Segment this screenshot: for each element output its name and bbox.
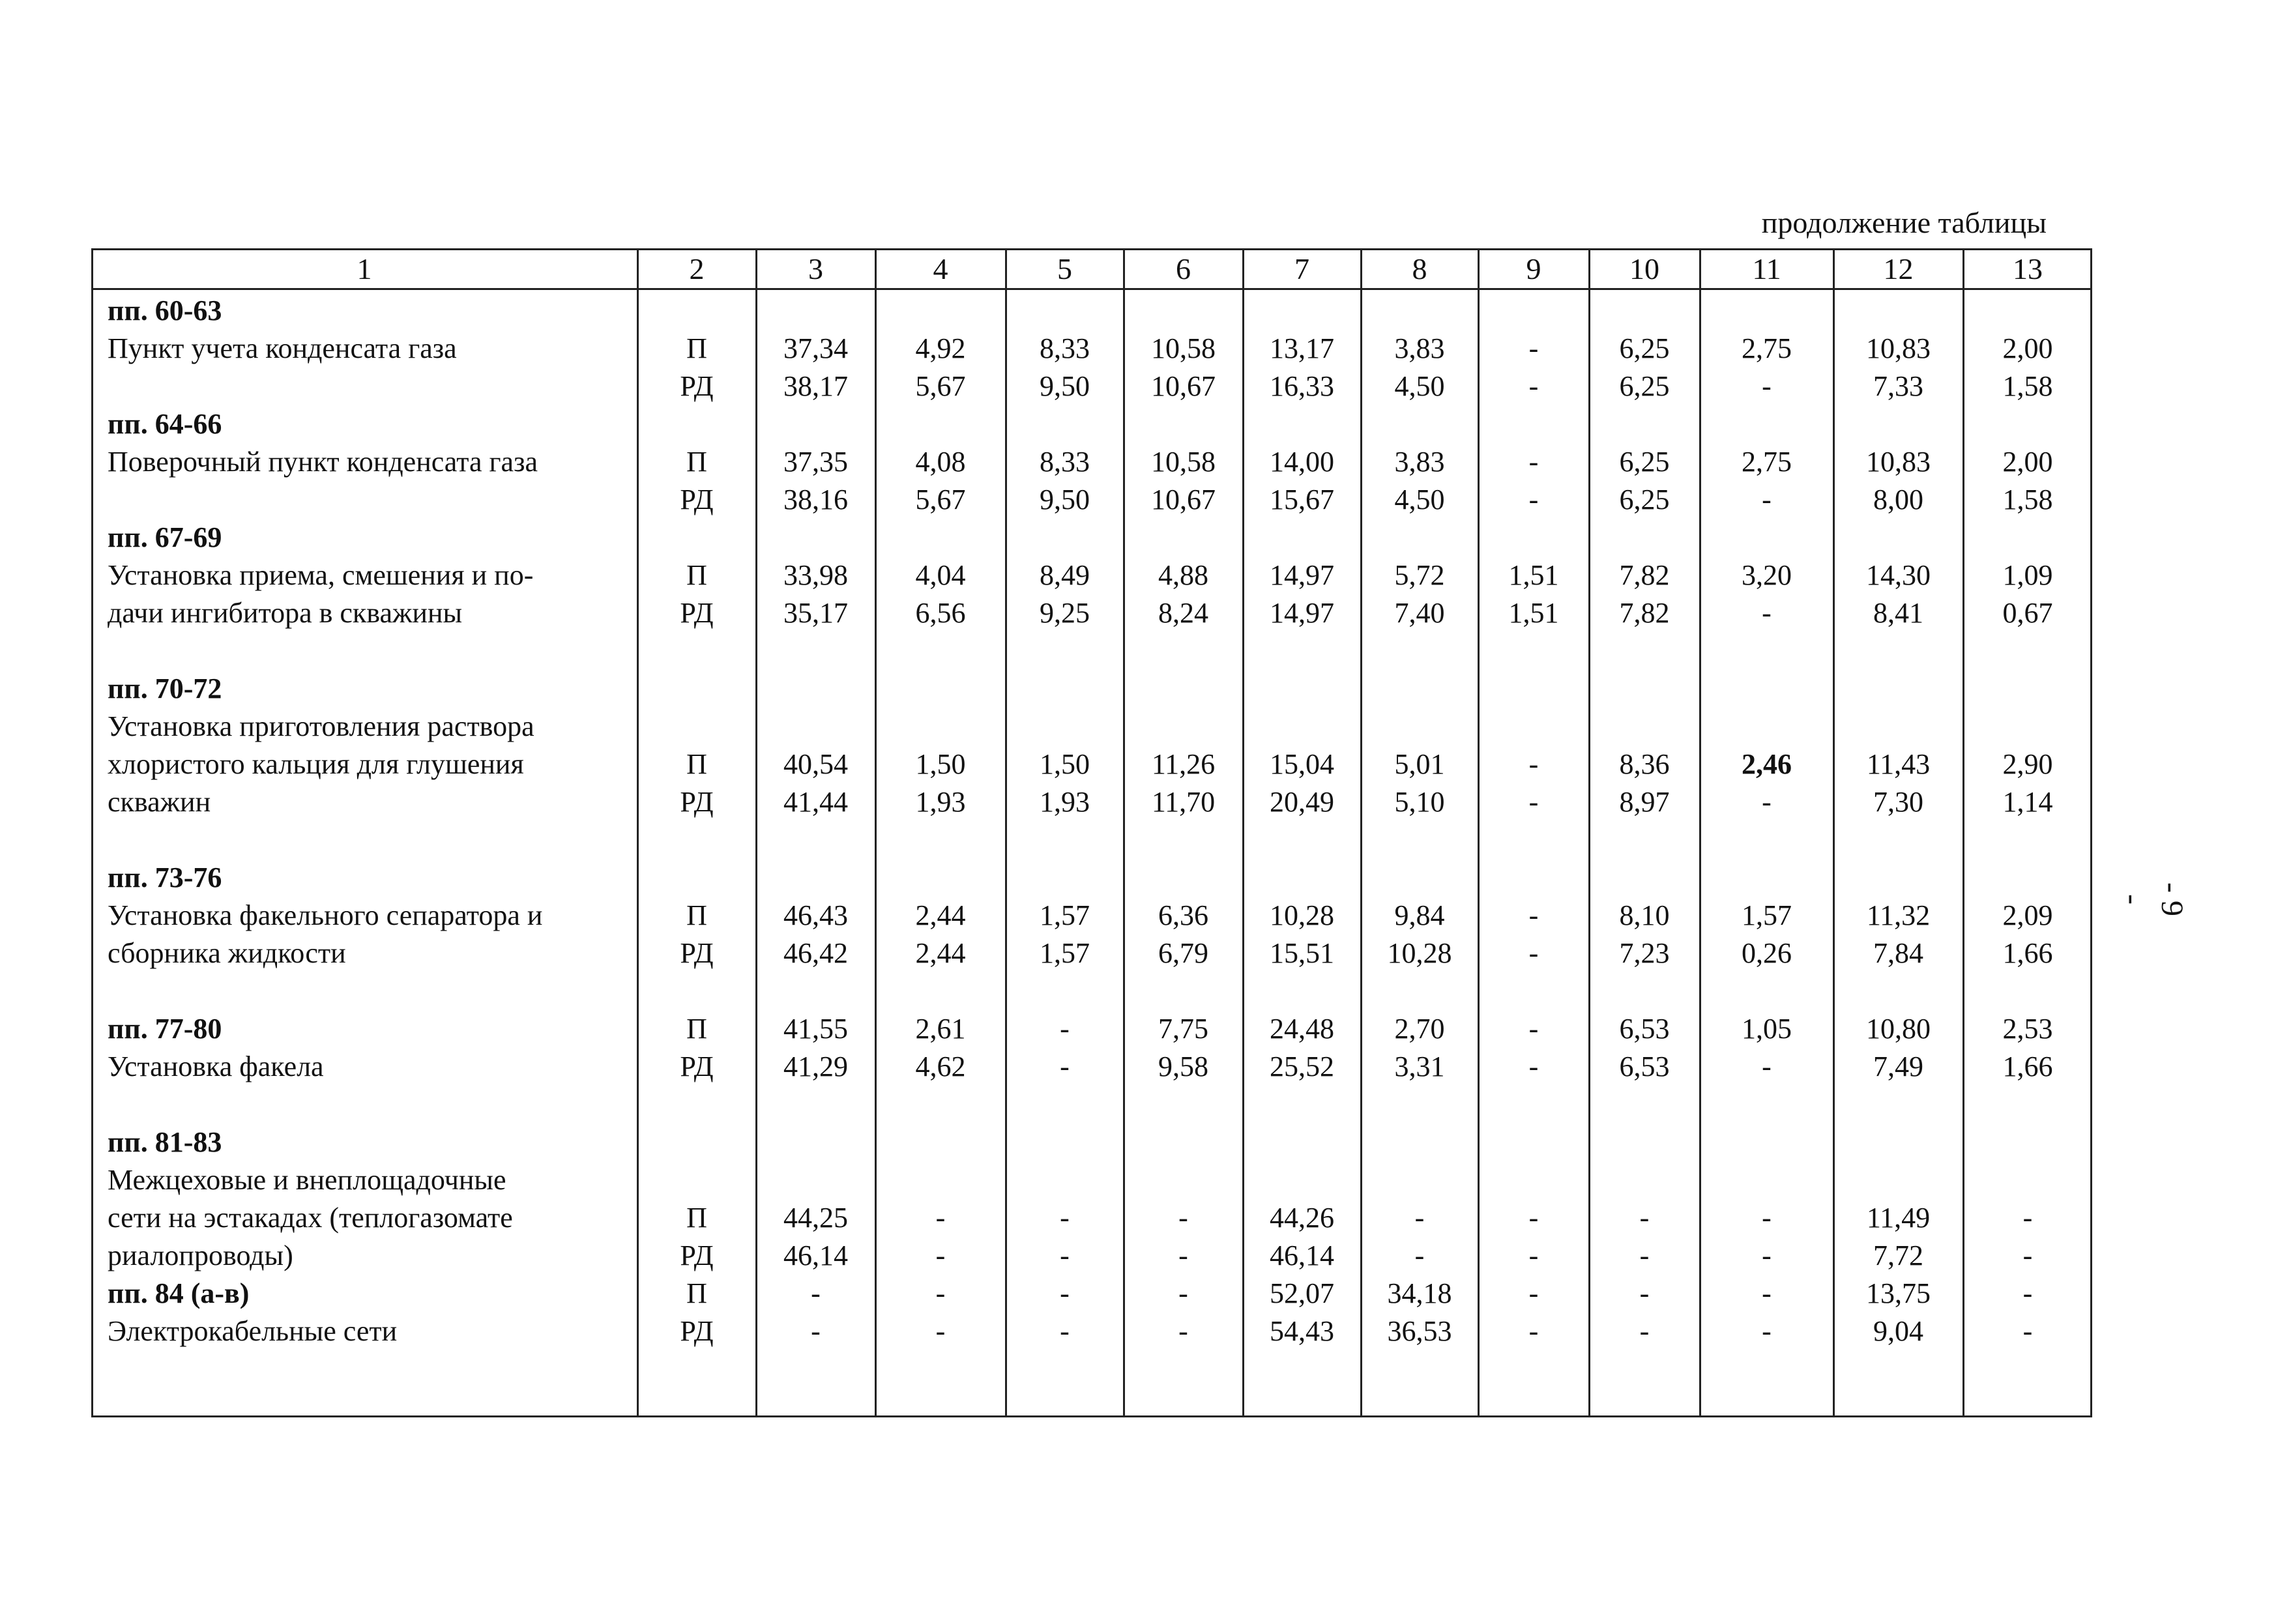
column-header: 8 <box>1412 252 1427 285</box>
value-cell: 7,40 <box>1394 597 1445 629</box>
value-cell: 10,67 <box>1151 370 1216 402</box>
value-cell: 38,16 <box>783 484 848 515</box>
section-name-line: хлористого кальция для глушения <box>108 748 524 780</box>
column-header: 3 <box>808 252 823 285</box>
value-cell: - <box>1528 1315 1539 1347</box>
value-cell: 0,26 <box>1742 937 1792 969</box>
value-cell: 8,33 <box>1040 446 1090 478</box>
value-cell: 37,34 <box>783 332 848 364</box>
row-type-cell: РД <box>680 370 714 402</box>
value-cell: 10,83 <box>1866 332 1931 364</box>
value-cell: 8,33 <box>1040 332 1090 364</box>
value-cell: 36,53 <box>1387 1315 1452 1347</box>
value-cell: 2,61 <box>915 1013 966 1045</box>
value-cell: - <box>1762 786 1772 818</box>
value-cell: 10,28 <box>1270 899 1334 931</box>
value-cell: - <box>1639 1315 1650 1347</box>
column-header: 9 <box>1526 252 1541 285</box>
value-cell: - <box>1528 1013 1539 1045</box>
value-cell: 44,25 <box>783 1202 848 1234</box>
value-cell: 1,50 <box>1040 748 1090 780</box>
value-cell: 7,72 <box>1873 1240 1923 1271</box>
value-cell: 7,84 <box>1873 937 1923 969</box>
value-cell: - <box>2022 1240 2033 1271</box>
value-cell: - <box>1178 1202 1188 1234</box>
value-cell: 1,93 <box>1040 786 1090 818</box>
section-name-line: Поверочный пункт конденсата газа <box>108 446 538 478</box>
value-cell: - <box>1528 332 1539 364</box>
value-cell: 14,97 <box>1270 559 1334 591</box>
value-cell: - <box>1528 1202 1539 1234</box>
section-code: пп. 84 (а-в) <box>108 1277 250 1309</box>
value-cell: 10,28 <box>1387 937 1452 969</box>
section-name-line: сети на эстакадах (теплогазомате <box>108 1202 513 1234</box>
value-cell: 1,57 <box>1040 937 1090 969</box>
row-type-cell: П <box>686 559 707 591</box>
value-cell: 1,58 <box>2002 370 2053 402</box>
column-header: 11 <box>1752 252 1781 285</box>
column-header: 12 <box>1883 252 1914 285</box>
value-cell: 16,33 <box>1270 370 1334 402</box>
value-cell: - <box>1528 1240 1539 1271</box>
value-cell: 46,43 <box>783 899 848 931</box>
value-cell: 1,09 <box>2002 559 2053 591</box>
value-cell: 2,70 <box>1394 1013 1445 1045</box>
value-cell: 3,31 <box>1394 1051 1445 1082</box>
value-cell: 0,67 <box>2002 597 2053 629</box>
value-cell: - <box>1414 1240 1425 1271</box>
value-cell: 10,58 <box>1151 332 1216 364</box>
value-cell: 9,25 <box>1040 597 1090 629</box>
value-cell: 34,18 <box>1387 1277 1452 1309</box>
value-cell: 5,72 <box>1394 559 1445 591</box>
value-cell: 4,62 <box>915 1051 966 1082</box>
section-name-line: Межцеховые и внеплощадочные <box>108 1164 506 1196</box>
column-header: 6 <box>1176 252 1191 285</box>
value-cell: 40,54 <box>783 748 848 780</box>
value-cell: - <box>1639 1277 1650 1309</box>
value-cell: 14,30 <box>1866 559 1931 591</box>
value-cell: 6,53 <box>1619 1051 1670 1082</box>
value-cell: - <box>1762 484 1772 515</box>
value-cell: 7,23 <box>1619 937 1670 969</box>
value-cell: - <box>1762 1202 1772 1234</box>
value-cell: 3,83 <box>1394 446 1445 478</box>
value-cell: 6,36 <box>1158 899 1208 931</box>
section-name-line: Установка факельного сепаратора и <box>108 899 543 931</box>
section-name-line: риалопроводы) <box>108 1240 293 1271</box>
row-type-cell: П <box>686 748 707 780</box>
value-cell: - <box>1528 1277 1539 1309</box>
value-cell: 7,33 <box>1873 370 1923 402</box>
value-cell: 46,14 <box>783 1240 848 1271</box>
value-cell: 11,49 <box>1866 1202 1931 1234</box>
value-cell: - <box>811 1315 821 1347</box>
value-cell: - <box>1528 446 1539 478</box>
value-cell: 10,83 <box>1866 446 1931 478</box>
section-name-line: Установка приема, смешения и по- <box>108 559 534 591</box>
value-cell: 2,53 <box>2002 1013 2053 1045</box>
column-header: 7 <box>1294 252 1309 285</box>
value-cell: - <box>1178 1315 1188 1347</box>
table-caption: продолжение таблицы <box>1761 206 2047 239</box>
value-cell: - <box>1060 1202 1070 1234</box>
value-cell: 6,25 <box>1619 446 1670 478</box>
row-type-cell: РД <box>680 1315 714 1347</box>
value-cell: 1,66 <box>2002 1051 2053 1082</box>
value-cell: 2,46 <box>1742 748 1792 780</box>
value-cell: 10,58 <box>1151 446 1216 478</box>
value-cell: 13,17 <box>1270 332 1334 364</box>
value-cell: 15,04 <box>1270 748 1334 780</box>
value-cell: 9,84 <box>1394 899 1445 931</box>
value-cell: 9,50 <box>1040 370 1090 402</box>
value-cell: - <box>1762 370 1772 402</box>
value-cell: 7,82 <box>1619 597 1670 629</box>
value-cell: 13,75 <box>1866 1277 1931 1309</box>
section-code: пп. 81-83 <box>108 1126 222 1158</box>
value-cell: - <box>1528 370 1539 402</box>
value-cell: 4,08 <box>915 446 966 478</box>
value-cell: - <box>2022 1277 2033 1309</box>
row-type-cell: П <box>686 332 707 364</box>
value-cell: 9,58 <box>1158 1051 1208 1082</box>
value-cell: 6,79 <box>1158 937 1208 969</box>
value-cell: 3,83 <box>1394 332 1445 364</box>
value-cell: - <box>1762 1277 1772 1309</box>
value-cell: - <box>1762 1315 1772 1347</box>
value-cell: 11,32 <box>1866 899 1931 931</box>
value-cell: 5,67 <box>915 484 966 515</box>
value-cell: - <box>1762 1240 1772 1271</box>
value-cell: 5,01 <box>1394 748 1445 780</box>
value-cell: 14,97 <box>1270 597 1334 629</box>
value-cell: 10,80 <box>1866 1013 1931 1045</box>
row-type-cell: РД <box>680 484 714 515</box>
value-cell: 2,75 <box>1742 332 1792 364</box>
column-header: 5 <box>1057 252 1072 285</box>
section-name-line: скважин <box>108 786 211 818</box>
section-name-line: Установка факела <box>108 1051 324 1082</box>
value-cell: 5,67 <box>915 370 966 402</box>
value-cell: 1,57 <box>1742 899 1792 931</box>
row-type-cell: РД <box>680 786 714 818</box>
value-cell: 11,70 <box>1151 786 1216 818</box>
value-cell: 9,04 <box>1873 1315 1923 1347</box>
value-cell: - <box>1528 1051 1539 1082</box>
row-type-cell: РД <box>680 597 714 629</box>
value-cell: - <box>1178 1277 1188 1309</box>
value-cell: 4,50 <box>1394 370 1445 402</box>
value-cell: 4,88 <box>1158 559 1208 591</box>
value-cell: 11,43 <box>1866 748 1931 780</box>
value-cell: 1,05 <box>1742 1013 1792 1045</box>
value-cell: 33,98 <box>783 559 848 591</box>
value-cell: - <box>2022 1315 2033 1347</box>
value-cell: 2,00 <box>2002 446 2053 478</box>
value-cell: - <box>1528 748 1539 780</box>
value-cell: 8,49 <box>1040 559 1090 591</box>
value-cell: - <box>2022 1202 2033 1234</box>
row-type-cell: РД <box>680 1051 714 1082</box>
value-cell: 8,24 <box>1158 597 1208 629</box>
column-header: 13 <box>2013 252 2043 285</box>
value-cell: - <box>1414 1202 1425 1234</box>
row-type-cell: П <box>686 899 707 931</box>
value-cell: - <box>935 1240 946 1271</box>
value-cell: 7,30 <box>1873 786 1923 818</box>
section-name-line: Пункт учета конденсата газа <box>108 332 457 364</box>
value-cell: 8,97 <box>1619 786 1670 818</box>
value-cell: 1,58 <box>2002 484 2053 515</box>
value-cell: 8,41 <box>1873 597 1923 629</box>
value-cell: 3,20 <box>1742 559 1792 591</box>
value-cell: 7,82 <box>1619 559 1670 591</box>
value-cell: 2,09 <box>2002 899 2053 931</box>
value-cell: - <box>1060 1315 1070 1347</box>
value-cell: 4,92 <box>915 332 966 364</box>
row-type-cell: РД <box>680 1240 714 1271</box>
column-header: 4 <box>933 252 948 285</box>
section-name-line: дачи ингибитора в скважины <box>108 597 463 629</box>
value-cell: 38,17 <box>783 370 848 402</box>
value-cell: 14,00 <box>1270 446 1334 478</box>
value-cell: 44,26 <box>1270 1202 1334 1234</box>
value-cell: 2,90 <box>2002 748 2053 780</box>
value-cell: 54,43 <box>1270 1315 1334 1347</box>
section-code: пп. 73-76 <box>108 862 222 893</box>
section-name-line: Электрокабельные сети <box>108 1315 398 1347</box>
row-type-cell: П <box>686 1013 707 1045</box>
value-cell: - <box>1060 1013 1070 1045</box>
row-type-cell: П <box>686 446 707 478</box>
value-cell: - <box>1528 786 1539 818</box>
value-cell: 41,29 <box>783 1051 848 1082</box>
value-cell: 1,14 <box>2002 786 2053 818</box>
value-cell: 1,66 <box>2002 937 2053 969</box>
value-cell: 11,26 <box>1151 748 1216 780</box>
value-cell: - <box>935 1277 946 1309</box>
value-cell: 41,44 <box>783 786 848 818</box>
column-header: 1 <box>357 252 372 285</box>
value-cell: 6,56 <box>915 597 966 629</box>
value-cell: - <box>1639 1202 1650 1234</box>
value-cell: 7,75 <box>1158 1013 1208 1045</box>
section-code: пп. 67-69 <box>108 521 222 553</box>
value-cell: 46,14 <box>1270 1240 1334 1271</box>
header-rule <box>91 288 2092 290</box>
value-cell: 15,51 <box>1270 937 1334 969</box>
value-cell: - <box>1639 1240 1650 1271</box>
value-cell: - <box>1060 1277 1070 1309</box>
value-cell: 1,51 <box>1508 559 1559 591</box>
value-cell: 2,75 <box>1742 446 1792 478</box>
value-cell: - <box>1178 1240 1188 1271</box>
value-cell: 8,36 <box>1619 748 1670 780</box>
section-code: пп. 70-72 <box>108 673 222 704</box>
value-cell: 2,44 <box>915 937 966 969</box>
value-cell: 8,00 <box>1873 484 1923 515</box>
value-cell: - <box>1060 1240 1070 1271</box>
section-name-line: Установка приготовления раствора <box>108 710 534 742</box>
value-cell: 7,49 <box>1873 1051 1923 1082</box>
value-cell: - <box>935 1315 946 1347</box>
value-cell: 10,67 <box>1151 484 1216 515</box>
value-cell: 8,10 <box>1619 899 1670 931</box>
section-code: пп. 77-80 <box>108 1013 222 1045</box>
value-cell: 35,17 <box>783 597 848 629</box>
value-cell: 24,48 <box>1270 1013 1334 1045</box>
value-cell: - <box>935 1202 946 1234</box>
row-type-cell: П <box>686 1277 707 1309</box>
value-cell: 4,04 <box>915 559 966 591</box>
value-cell: - <box>1528 937 1539 969</box>
value-cell: - <box>811 1277 821 1309</box>
section-code: пп. 60-63 <box>108 295 222 326</box>
value-cell: 25,52 <box>1270 1051 1334 1082</box>
value-cell: 9,50 <box>1040 484 1090 515</box>
value-cell: 1,51 <box>1508 597 1559 629</box>
value-cell: 41,55 <box>783 1013 848 1045</box>
value-cell: 6,53 <box>1619 1013 1670 1045</box>
section-name-line: сборника жидкости <box>108 937 346 969</box>
value-cell: 15,67 <box>1270 484 1334 515</box>
value-cell: 1,93 <box>915 786 966 818</box>
value-cell: 37,35 <box>783 446 848 478</box>
page-number: - 9 - <box>2116 882 2189 916</box>
value-cell: 5,10 <box>1394 786 1445 818</box>
row-type-cell: П <box>686 1202 707 1234</box>
value-cell: - <box>1528 484 1539 515</box>
value-cell: 6,25 <box>1619 332 1670 364</box>
value-cell: 52,07 <box>1270 1277 1334 1309</box>
value-cell: 6,25 <box>1619 370 1670 402</box>
value-cell: - <box>1060 1051 1070 1082</box>
value-cell: - <box>1762 1051 1772 1082</box>
value-cell: 46,42 <box>783 937 848 969</box>
value-cell: 6,25 <box>1619 484 1670 515</box>
section-code: пп. 64-66 <box>108 408 222 440</box>
row-type-cell: РД <box>680 937 714 969</box>
value-cell: 2,00 <box>2002 332 2053 364</box>
column-header: 10 <box>1629 252 1659 285</box>
column-header: 2 <box>689 252 705 285</box>
value-cell: 20,49 <box>1270 786 1334 818</box>
value-cell: 2,44 <box>915 899 966 931</box>
value-cell: - <box>1528 899 1539 931</box>
value-cell: 4,50 <box>1394 484 1445 515</box>
value-cell: 1,57 <box>1040 899 1090 931</box>
value-cell: 1,50 <box>915 748 966 780</box>
value-cell: - <box>1762 597 1772 629</box>
